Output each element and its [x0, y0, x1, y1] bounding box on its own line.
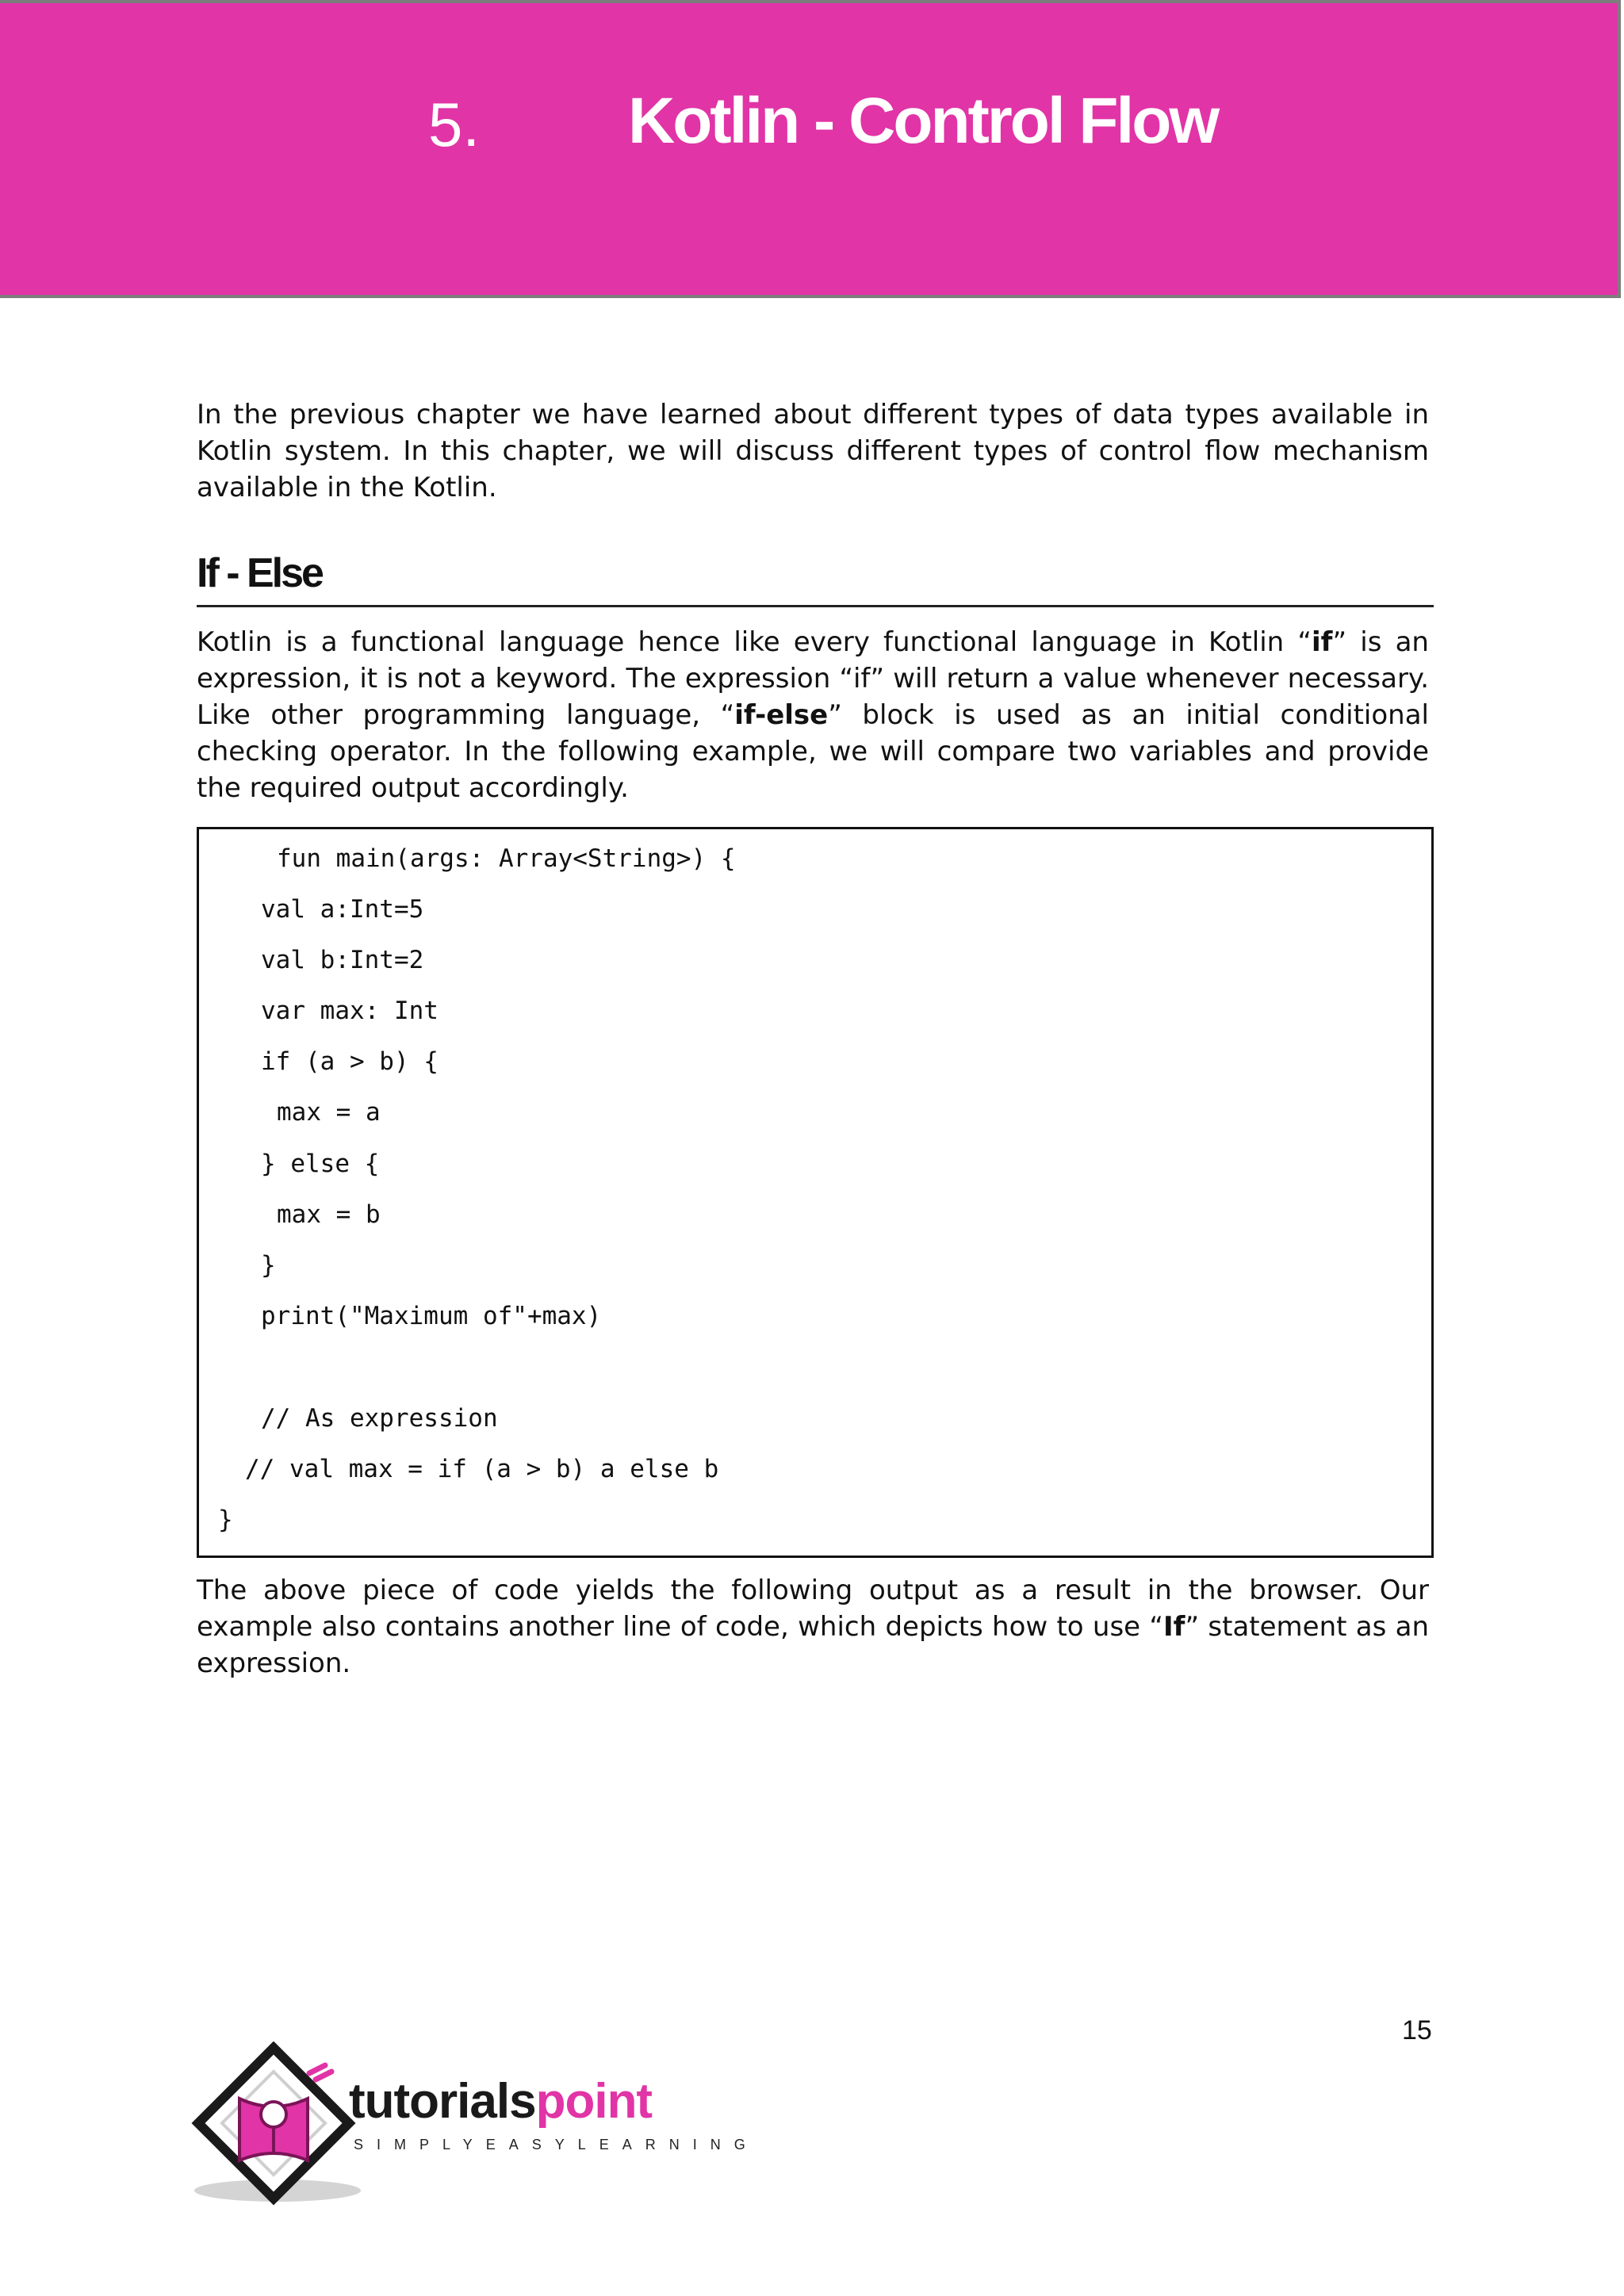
- keyword-if: If: [1163, 1611, 1185, 1643]
- paragraph-text: ” block is used as an initial conditional checking operator. In the following example, we will compare two variables and provide the required output accordingly.: [197, 699, 1429, 804]
- paragraph-text: Kotlin is a functional language hence like every functional language in Kotlin “: [197, 626, 1312, 658]
- chapter-banner: [0, 0, 1621, 298]
- page-number: 15: [1402, 2015, 1432, 2045]
- logo-text-tutorials: tutorials: [349, 2074, 536, 2129]
- code-line: fun main(args: Array<String>) {: [277, 844, 736, 873]
- paragraph-text: ” is an expression, it is not a keyword. The expression “if” will return a value whenever necessary. Like other programming language, “: [197, 626, 1429, 731]
- code-line: } else {: [261, 1150, 380, 1178]
- logo-wordmark: [349, 2073, 652, 2130]
- logo-tagline: SIMPLYEASYLEARNING: [354, 2137, 759, 2152]
- code-line: var max: Int: [261, 997, 439, 1025]
- code-line: }: [218, 1506, 233, 1534]
- section-heading: If - Else: [197, 550, 322, 596]
- keyword-if: if: [1312, 626, 1333, 658]
- intro-paragraph: In the previous chapter we have learned about different types of data types available in Kotlin system. In this chapter, we will discuss different types of control flow mechanism available in the Kotlin.: [197, 399, 1429, 503]
- paragraph-text: ” statement as an expression.: [197, 1611, 1429, 1679]
- code-line: }: [261, 1251, 276, 1280]
- chapter-title: Kotlin - Control Flow: [628, 85, 1218, 157]
- code-line: // val max = if (a > b) a else b: [245, 1455, 719, 1483]
- code-line: // As expression: [261, 1404, 498, 1433]
- code-line: print("Maximum of"+max): [261, 1302, 602, 1330]
- code-block: [197, 827, 1434, 1558]
- section-paragraph: [197, 624, 1429, 806]
- code-line: max = b: [277, 1200, 381, 1229]
- code-line: val b:Int=2: [261, 946, 424, 974]
- code-line: val a:Int=5: [261, 895, 424, 924]
- code-line: if (a > b) {: [261, 1047, 439, 1076]
- tutorialspoint-logo: [190, 2042, 759, 2208]
- keyword-if-else: if-else: [734, 699, 829, 731]
- logo-text-point: point: [535, 2074, 653, 2129]
- chapter-number: 5.: [428, 90, 481, 159]
- code-line: max = a: [277, 1098, 381, 1127]
- paragraph-text: The above piece of code yields the following output as a result in the browser. Our example also contains another line of code, which depicts how to use “: [197, 1575, 1429, 1643]
- section-divider: [197, 605, 1434, 607]
- after-code-paragraph: [197, 1572, 1429, 1682]
